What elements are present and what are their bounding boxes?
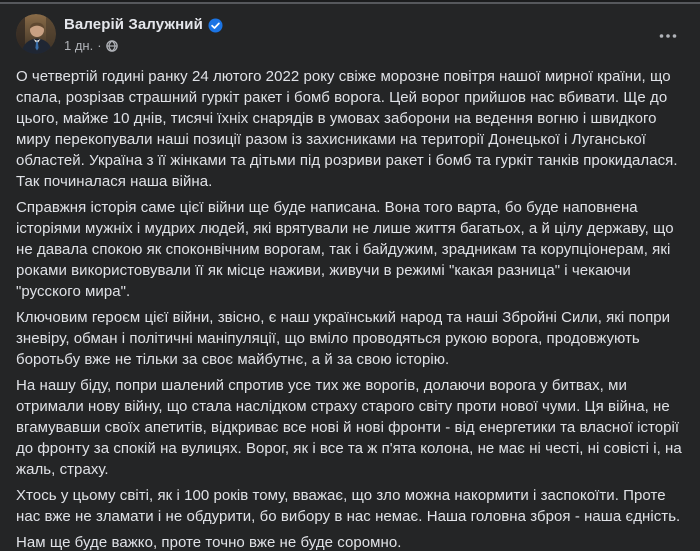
globe-icon <box>106 40 118 52</box>
post-paragraph: Хтось у цьому світі, як і 100 років тому, вважає, що зло можна накормити і заспокоїти. Проте нас вже не зламати і не обдурити, бо вибору в нас немає. Наша головна зброя - наша єдність. <box>16 487 681 525</box>
post-header <box>0 4 700 54</box>
avatar[interactable] <box>16 14 56 54</box>
post-content <box>0 54 700 551</box>
meta-separator: · <box>97 38 102 53</box>
post-paragraph: Ключовим героєм цієї війни, звісно, є наш український народ та наші Збройні Сили, які попри зневіру, обман і політичні маніпуляції, що вміло проводяться рукою ворога, продовжують боротьбу вже не тільки за своє майбутнє, а й за свою історію. <box>16 309 671 368</box>
ellipsis-horizontal-icon <box>658 26 678 46</box>
post-meta <box>64 37 223 54</box>
post-paragraph: Справжня історія саме цієї війни ще буде написана. Вона того варта, бо буде наповнена історіями мужніх і мудрих людей, які врятували не лише життя багатьох, а й цілу державу, що не давала спокою як споконвічним ворогам, так і байдужим, зрадникам та корупціонерам, які роками використовували її як місце наживи, живучи в режимі "какая разница" і чекаючи "русского мира". <box>16 199 674 300</box>
profile-photo-man-in-suit <box>16 14 56 54</box>
author-name[interactable]: Валерій Залужний <box>64 16 203 33</box>
timestamp[interactable]: 1 дн. <box>64 38 94 53</box>
post-paragraph: На нашу біду, попри шалений спротив усе тих же ворогів, долаючи ворога у битвах, ми отримали нову війну, що стала наслідком страху старого світу проти нової чуми. Ця війна, не вгамувавши своїх апетитів, відкриває все нові й нові фронти - від енергетики та власної історії до фронту за спокій на вулицях. Ворог, як і все та ж п'ята колона, не має ні честі, ні совісті і, на жаль, страху. <box>16 377 682 478</box>
post-paragraph: Нам ще буде важко, проте точно вже не буде соромно. <box>16 534 402 551</box>
post-paragraph: О четвертій годині ранку 24 лютого 2022 року свіже морозне повітря нашої мирної країни, що спала, розрізав страшний гуркіт ракет і бомб ворога. Цей ворог прийшов нас вбивати. Ще до цього, майже 10 днів, тисячі їхніх снарядів в умовах заборони на ведення вогню і швидкого миру перекопували наші позиції разом із захисниками на території Донецької і Луганської областей. Україна з її жінками та дітьми під розриви ракет і бомб та гуркіт танків прокидалася. Так починалася наша війна. <box>16 68 678 190</box>
more-options-button[interactable] <box>652 24 684 48</box>
header-text <box>64 14 223 54</box>
verified-badge-icon <box>208 18 223 33</box>
author-row <box>64 15 223 35</box>
